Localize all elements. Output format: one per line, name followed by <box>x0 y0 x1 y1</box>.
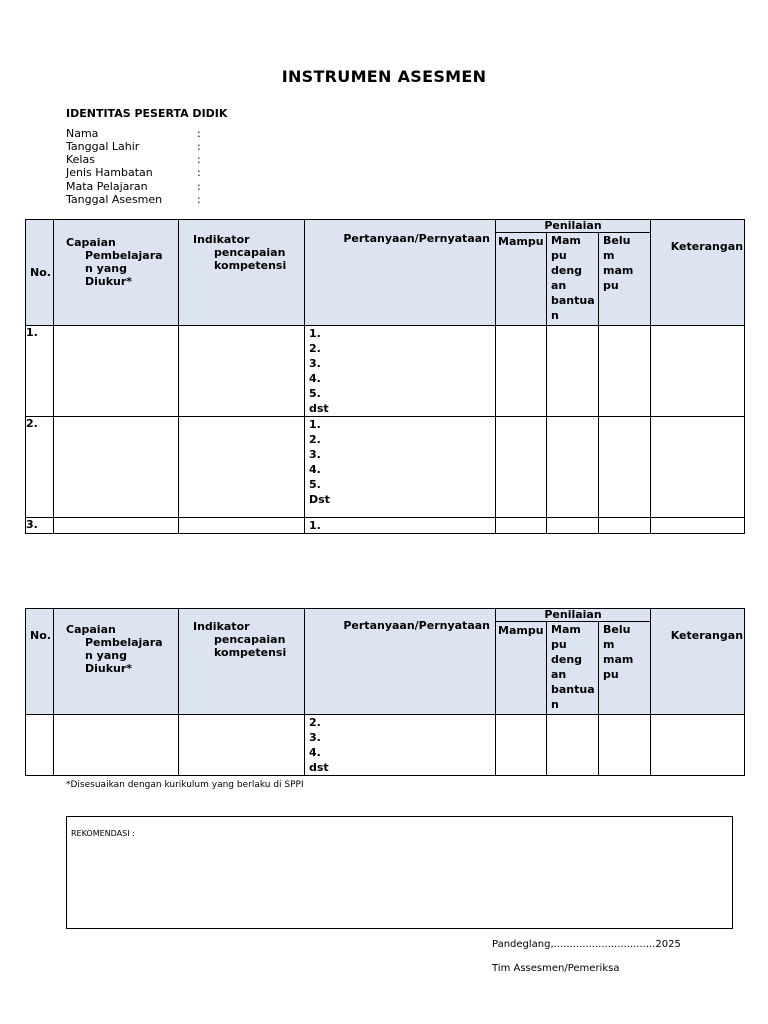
header-indikator-line: kompetensi <box>214 646 287 659</box>
field-separator: : <box>197 140 201 153</box>
question-number: 4. <box>309 372 321 385</box>
header-belum-mampu-line: pu <box>603 279 619 292</box>
capaian-cell[interactable] <box>54 417 179 518</box>
header-mampu-bantuan-line: deng <box>551 653 583 666</box>
keterangan-cell[interactable] <box>651 417 745 518</box>
header-mampu <box>496 622 547 715</box>
header-capaian <box>54 220 179 326</box>
header-mampu-text: Mampu <box>498 624 544 637</box>
header-indikator-line: pencapaian <box>214 633 286 646</box>
header-belum-mampu-line: mam <box>603 653 634 666</box>
header-capaian-line: Capaian <box>66 236 116 249</box>
table-row <box>26 326 745 417</box>
field-separator: : <box>197 166 201 179</box>
table-row <box>26 518 745 534</box>
mampu-bantuan-cell[interactable] <box>547 518 599 534</box>
header-indikator-line: pencapaian <box>214 246 286 259</box>
header-belum-mampu-line: Belu <box>603 234 631 247</box>
table-row <box>26 417 745 518</box>
header-belum-mampu-line: m <box>603 249 615 262</box>
question-number: 2. <box>309 433 321 446</box>
row-number <box>26 715 54 776</box>
belum-mampu-cell[interactable] <box>599 326 651 417</box>
header-mampu-text: Mampu <box>498 235 544 248</box>
question-number: dst <box>309 761 329 774</box>
field-label: Tanggal Asesmen <box>66 193 163 206</box>
question-number: 5. <box>309 478 321 491</box>
document-title: INSTRUMEN ASESMEN <box>281 67 487 86</box>
question-number: Dst <box>309 493 330 506</box>
field-label: Tanggal Lahir <box>66 140 140 153</box>
header-capaian-line: Diukur* <box>85 275 133 288</box>
header-capaian-line: Pembelajara <box>85 636 163 649</box>
header-mampu-bantuan-line: pu <box>551 249 567 262</box>
pertanyaan-cell[interactable] <box>305 715 496 776</box>
mampu-cell[interactable] <box>496 518 547 534</box>
capaian-cell[interactable] <box>54 326 179 417</box>
header-mampu-bantuan-line: deng <box>551 264 583 277</box>
header-capaian-line: Pembelajara <box>85 249 163 262</box>
header-indikator-line: Indikator <box>193 233 250 246</box>
row-number: 2. <box>26 417 54 518</box>
recommendation-box[interactable] <box>66 816 733 929</box>
field-separator: : <box>197 180 201 193</box>
question-number: 4. <box>309 746 321 759</box>
table-row <box>26 715 745 776</box>
field-label: Jenis Hambatan <box>66 166 153 179</box>
pertanyaan-cell[interactable] <box>305 518 496 534</box>
header-belum-mampu <box>599 233 651 326</box>
header-keterangan-text: Keterangan <box>670 629 744 642</box>
indikator-cell[interactable] <box>179 417 305 518</box>
header-belum-mampu-line: mam <box>603 264 634 277</box>
header-keterangan-text: Keterangan <box>670 240 744 253</box>
header-pertanyaan-text: Pertanyaan/Pernyataan <box>343 232 490 245</box>
header-pertanyaan-text: Pertanyaan/Pernyataan <box>343 619 490 632</box>
keterangan-cell[interactable] <box>651 715 745 776</box>
field-separator: : <box>197 153 201 166</box>
keterangan-cell[interactable] <box>651 518 745 534</box>
header-indikator-line: kompetensi <box>214 259 287 272</box>
keterangan-cell[interactable] <box>651 326 745 417</box>
header-pertanyaan <box>305 609 496 715</box>
field-separator: : <box>197 127 201 140</box>
header-mampu-bantuan-line: pu <box>551 638 567 651</box>
field-label: Mata Pelajaran <box>66 180 148 193</box>
header-mampu-bantuan-line: bantua <box>551 683 595 696</box>
header-indikator <box>179 609 305 715</box>
question-number: 5. <box>309 387 321 400</box>
header-no: No. <box>26 609 54 715</box>
mampu-cell[interactable] <box>496 715 547 776</box>
header-mampu <box>496 233 547 326</box>
mampu-bantuan-cell[interactable] <box>547 417 599 518</box>
mampu-cell[interactable] <box>496 417 547 518</box>
mampu-bantuan-cell[interactable] <box>547 715 599 776</box>
header-capaian-line: Capaian <box>66 623 116 636</box>
question-number: 2. <box>309 716 321 729</box>
header-belum-mampu-line: m <box>603 638 615 651</box>
header-keterangan <box>651 609 745 715</box>
header-mampu-bantuan-line: an <box>551 668 567 681</box>
mampu-bantuan-cell[interactable] <box>547 326 599 417</box>
header-capaian <box>54 609 179 715</box>
question-number: 2. <box>309 342 321 355</box>
question-number: 3. <box>309 357 321 370</box>
indikator-cell[interactable] <box>179 326 305 417</box>
header-indikator-line: Indikator <box>193 620 250 633</box>
question-number: 1. <box>309 519 321 532</box>
header-capaian-line: n yang <box>85 649 127 662</box>
header-penilaian: Penilaian <box>496 220 651 233</box>
header-indikator <box>179 220 305 326</box>
place-date: Pandeglang,................................2025 <box>492 939 681 950</box>
question-number: 1. <box>309 327 321 340</box>
header-mampu-bantuan-line: bantua <box>551 294 595 307</box>
team-label: Tim Assesmen/Pemeriksa <box>492 963 620 974</box>
header-capaian-line: n yang <box>85 262 127 275</box>
row-number: 1. <box>26 326 54 417</box>
header-keterangan <box>651 220 745 326</box>
header-mampu-bantuan-line: an <box>551 279 567 292</box>
assessment-table-1 <box>25 219 745 534</box>
header-no: No. <box>26 220 54 326</box>
header-mampu-bantuan <box>547 622 599 715</box>
mampu-cell[interactable] <box>496 326 547 417</box>
question-number: 1. <box>309 418 321 431</box>
header-mampu-bantuan-line: n <box>551 309 559 322</box>
capaian-cell[interactable] <box>54 715 179 776</box>
question-number: 3. <box>309 448 321 461</box>
field-label: Kelas <box>66 153 95 166</box>
header-belum-mampu <box>599 622 651 715</box>
question-number: 4. <box>309 463 321 476</box>
header-belum-mampu-line: pu <box>603 668 619 681</box>
assessment-table-2 <box>25 608 745 776</box>
indikator-cell[interactable] <box>179 518 305 534</box>
field-separator: : <box>197 193 201 206</box>
field-label: Nama <box>66 127 99 140</box>
pertanyaan-cell[interactable] <box>305 417 496 518</box>
header-belum-mampu-line: Belu <box>603 623 631 636</box>
indikator-cell[interactable] <box>179 715 305 776</box>
header-mampu-bantuan <box>547 233 599 326</box>
header-pertanyaan <box>305 220 496 326</box>
belum-mampu-cell[interactable] <box>599 518 651 534</box>
pertanyaan-cell[interactable] <box>305 326 496 417</box>
question-number: 3. <box>309 731 321 744</box>
question-number: dst <box>309 402 329 415</box>
recommendation-label: REKOMENDASI : <box>71 829 135 838</box>
header-mampu-bantuan-line: Mam <box>551 623 581 636</box>
header-mampu-bantuan-line: Mam <box>551 234 581 247</box>
belum-mampu-cell[interactable] <box>599 715 651 776</box>
header-penilaian: Penilaian <box>496 609 651 622</box>
header-capaian-line: Diukur* <box>85 662 133 675</box>
row-number: 3. <box>26 518 54 534</box>
belum-mampu-cell[interactable] <box>599 417 651 518</box>
header-mampu-bantuan-line: n <box>551 698 559 711</box>
capaian-cell[interactable] <box>54 518 179 534</box>
footnote: *Disesuaikan dengan kurikulum yang berlaku di SPPI <box>66 780 304 790</box>
identity-heading: IDENTITAS PESERTA DIDIK <box>66 107 228 120</box>
